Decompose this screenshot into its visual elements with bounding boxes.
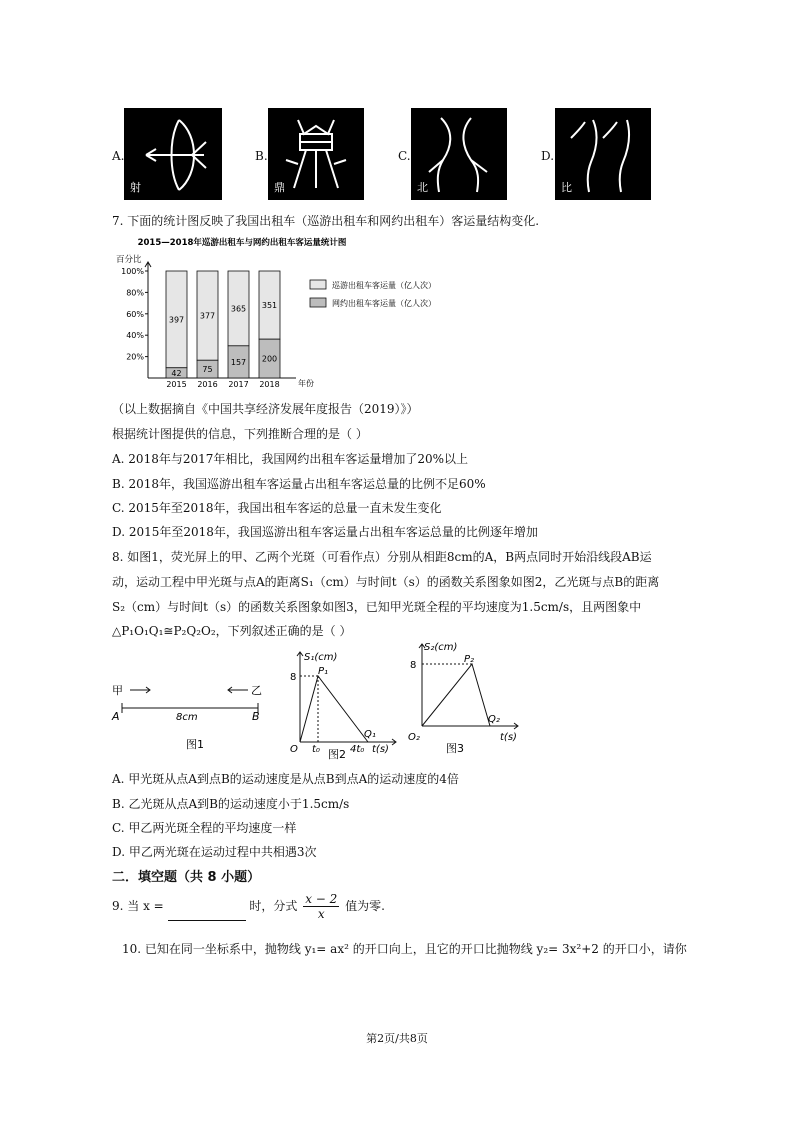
data-label: 377: [199, 311, 216, 321]
legend-swatch: [310, 280, 326, 289]
q7-ask: 根据统计图提供的信息，下列推断合理的是（ ）: [112, 427, 368, 441]
x-tick-label: 2018: [259, 380, 280, 389]
fig2-4t0: 4t₀: [350, 744, 365, 755]
data-label: 42: [171, 368, 182, 378]
y-tick-label: 60%: [126, 309, 144, 319]
chart-bars: [166, 271, 280, 389]
fig3-caption: 图3: [446, 742, 464, 755]
q8-stem-line1: 8. 如图1，荧光屏上的甲、乙两个光斑（可看作点）分别从相距8cm的A，B两点同时开始沿线段AB运: [112, 550, 652, 564]
option-a-label: A.: [112, 149, 125, 163]
taxi-chart: [112, 234, 472, 394]
section-fill-in-title: 二．填空题（共 8 小题）: [112, 870, 261, 885]
q10-stem: 10. 已知在同一坐标系中，抛物线 y₁= ax² 的开口向上，且它的开口比抛物线 y₂= 3x²+2 的开口小，请你: [122, 942, 687, 956]
legend-swatch: [310, 298, 326, 307]
q9-tail: 值为零.: [345, 899, 385, 913]
y-tick-label: 20%: [126, 352, 144, 362]
q8-option-b: B. 乙光斑从点A到B的运动速度小于1.5cm/s: [112, 797, 350, 811]
fig1-distance: 8cm: [176, 712, 198, 723]
option-b-label: B.: [255, 149, 268, 163]
fig1-jia: 甲: [112, 684, 123, 697]
chart-title: 2015—2018年巡游出租车与网约出租车客运量统计图: [137, 238, 347, 248]
figure-3: [402, 636, 526, 758]
glyph-caption: 射: [130, 181, 141, 194]
fraction-numerator: x − 2: [305, 892, 338, 906]
q8-stem-line4: △P₁O₁Q₁≅P₂Q₂O₂，下列叙述正确的是（ ）: [112, 624, 352, 638]
fig2-p1: P₁: [318, 666, 329, 677]
glyph-image-bei: [411, 108, 507, 200]
y-tick-label: 40%: [126, 331, 144, 341]
page-footer: 第2页/共8页: [366, 1032, 428, 1045]
fig3-p2: P₂: [464, 654, 475, 665]
glyph-caption: 北: [417, 181, 428, 194]
fig1-point-b: B: [252, 710, 260, 723]
fig3-q2: Q₂: [488, 714, 500, 725]
chart-legend: [310, 280, 436, 308]
data-label: 157: [230, 357, 247, 367]
figure-1: [108, 680, 278, 758]
x-tick-label: 2015: [166, 380, 187, 389]
glyph-image-ding: [268, 108, 364, 200]
q9-line: [112, 892, 385, 921]
data-label: 75: [202, 365, 213, 375]
legend-label: 网约出租车客运量（亿人次）: [332, 299, 436, 308]
fig2-ylabel: S₁(cm): [304, 652, 338, 663]
fig1-yi: 乙: [251, 684, 262, 697]
fig1-caption: 图1: [186, 738, 204, 751]
fig2-caption: 图2: [328, 748, 346, 760]
chart-ylabel: 百分比: [116, 255, 142, 265]
data-label: 397: [168, 315, 185, 325]
fig3-ylabel: S₂(cm): [424, 642, 458, 653]
q7-source: （以上数据摘自《中国共享经济发展年度报告（2019）》）: [112, 402, 419, 416]
q8-stem-line3: S₂（cm）与时间t（s）的函数关系图象如图3，已知甲光斑全程的平均速度为1.5cm/s，且两图象中: [112, 600, 642, 614]
q7-option-a: A. 2018年与2017年相比，我国网约出租车客运量增加了20%以上: [112, 452, 469, 466]
fig2-q1: Q₁: [364, 729, 376, 740]
fig3-t-axis: t(s): [500, 732, 517, 743]
legend-label: 巡游出租车客运量（亿人次）: [332, 281, 436, 290]
fig2-origin: O: [290, 744, 298, 755]
fig1-point-a: A: [112, 710, 120, 723]
x-axis-label: 年份: [298, 379, 314, 388]
fig2-eight: 8: [290, 672, 297, 683]
fig2-t-axis: t(s): [372, 744, 389, 755]
q8-option-a: A. 甲光斑从点A到点B的运动速度是从点B到点A的运动速度的4倍: [112, 772, 459, 786]
figure-2: [284, 646, 404, 760]
q8-stem-line2: 动，运动工程中甲光斑与点A的距离S₁（cm）与时间t（s）的函数关系图象如图2，乙光斑与点B的距离: [112, 575, 660, 589]
glyph-caption: 鼎: [274, 181, 285, 194]
q8-option-c: C. 甲乙两光斑全程的平均速度一样: [112, 821, 297, 835]
fig2-t0: t₀: [312, 744, 320, 755]
glyph-caption: 比: [561, 181, 572, 194]
data-label: 351: [261, 301, 278, 311]
y-tick-label: 100%: [121, 267, 144, 276]
glyph-image-she: [124, 108, 222, 200]
q9-post: 时，分式: [249, 899, 298, 913]
fraction-denominator: x: [317, 907, 325, 921]
fig3-origin: O₂: [408, 732, 420, 743]
fig3-eight: 8: [410, 660, 417, 671]
glyph-image-bi: [555, 108, 651, 200]
y-tick-label: 80%: [126, 288, 144, 298]
q9-fraction: [303, 892, 339, 921]
q9-answer-blank[interactable]: [168, 908, 246, 921]
q7-option-d: D. 2015年至2018年，我国巡游出租车客运量占出租车客运总量的比例逐年增加: [112, 525, 538, 539]
q9-pre: 9. 当 x =: [112, 899, 164, 913]
data-label: 200: [261, 354, 278, 364]
q7-option-c: C. 2015年至2018年，我国出租车客运的总量一直未发生变化: [112, 501, 442, 515]
q8-option-d: D. 甲乙两光斑在运动过程中共相遇3次: [112, 845, 317, 859]
q7-option-b: B. 2018年，我国巡游出租车客运量占出租车客运总量的比例不足60%: [112, 477, 486, 491]
data-label: 365: [230, 304, 247, 314]
x-tick-label: 2017: [228, 380, 249, 389]
x-tick-label: 2016: [197, 380, 218, 389]
option-d-label: D.: [541, 149, 555, 163]
q7-stem: 7. 下面的统计图反映了我国出租车（巡游出租车和网约出租车）客运量结构变化.: [112, 214, 540, 228]
option-c-label: C.: [398, 149, 411, 163]
